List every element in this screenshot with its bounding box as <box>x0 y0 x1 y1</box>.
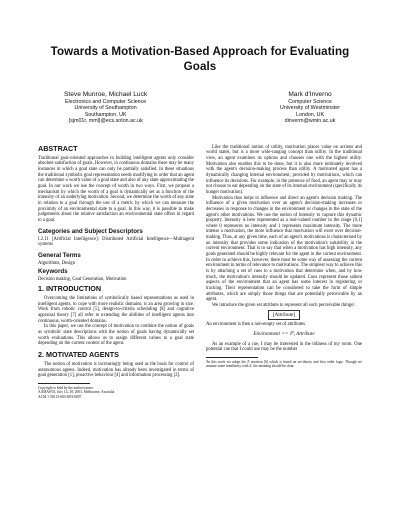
general-terms-heading: General Terms <box>38 251 81 259</box>
abstract-heading: ABSTRACT <box>38 143 78 153</box>
author-organization: University of Westminster <box>280 105 340 112</box>
footnote-rule <box>38 383 90 384</box>
two-column-body <box>38 145 362 399</box>
equation-attribute <box>206 313 362 319</box>
left-column <box>38 145 194 399</box>
paper-title <box>38 0 362 74</box>
author-name: Steve Munroe, Michael Luck <box>64 91 148 98</box>
footnote-rule <box>206 357 258 358</box>
author-email: {sjm01r, mml}@ecs.soton.ac.uk <box>68 118 143 125</box>
body-paragraph: An environment is then a non-empty set of attributes. <box>206 322 307 328</box>
author-email: dinverm@wmin.ac.uk <box>284 118 336 125</box>
copyright-footnote <box>38 386 194 399</box>
abstract-text: Traditional goal-oriented approaches to building intelligent agents only consider absolute satisfaction of goals. However, in continuous domains there may be many instances in which a goal state can only be partially satisfied. In these situations the traditional symbolic goal representation needs modifying in order that an agent can determine a worth value of a goal state and also of any state approximating the goal. In our work we use the concept of worth in two ways. First, we propose a mechanism by which the worth of a goal is dynamically set as a function of the intensity of an underlying motivation. Second, we determine the worth of any state in relation to a goal through the use of a metric by which we can measure the proximity of an environmental state to a goal. In this way, it is possible to make judgements about the relative satisfaction an environmental state offers in regard to a goal. <box>38 155 194 223</box>
introduction-paragraph: Overcoming the limitations of symbolically based representations as used in intelligent agents, to cope with more realistic domains, is an area growing in size. Work from robotic control [5], design-to-criteria scheduling [8] and cognitive appraisal theory [7] all refer to extending the abilities of intelligent agents into continuous, worth-oriented domains. <box>38 296 194 324</box>
right-column <box>206 145 362 399</box>
categories-heading: Categories and Subject Descriptors <box>38 227 143 235</box>
given-set-box: [Attribute] <box>268 310 300 320</box>
author-department: Electronics and Computer Science <box>64 99 147 105</box>
author-city: London, UK <box>296 111 325 118</box>
conference-line: AAMAS'03, July 14–18, 2003, Melbourne, Australia. <box>38 390 116 395</box>
body-paragraph: We introduce the given set attribute to represent all such perceivable things¹. <box>212 303 356 308</box>
author-department: Computer Science <box>288 99 332 105</box>
equation-environment: Environment == ℙ₁ Attribute <box>253 330 315 337</box>
motivated-agents-heading: 2. MOTIVATED AGENTS <box>38 350 119 360</box>
introduction-paragraph: In this paper, we use the concept of motivation to combine the notion of goals as symbolic state descriptions with the notion of goals having dynamically set worth evaluations. This allows us to assign different values to a goal state depending on the current context of the agent. <box>38 324 194 347</box>
paper-title-line-1: Towards a Motivation-Based Approach for Evaluating <box>50 45 350 58</box>
author-city: Southampton, UK <box>84 111 127 118</box>
author-organization: University of Southampton <box>74 105 137 112</box>
body-paragraph: As an example of a cue, I may be interested in the tidiness of my room. One potential cue that I could use may be the number <box>206 341 362 353</box>
paper-title-line-2: Goals <box>183 60 217 73</box>
introduction-heading: 1. INTRODUCTION <box>38 284 102 294</box>
body-paragraph: Motivation thus helps to influence and direct an agent's decision making. The influence of a given motivation over an agent's decision-making increases or decreases in response to changes in the environment or changes in the state of the agent's other motivations. We use the notion of intensity to capture this dynamic property. Intensity is here represented as a real-valued number in the range [0,1] where 0 represents no intensity and 1 represents maximum intensity. The more intense a motivation, the more influence that motivation will exert over decision-making. Thus, at any given time, each of an agent's motivations is characterised by an intensity that provides some indication of the motivation's suitability in the current environment. That is to say that when a motivation has high intensity, any goals generated should be highly relevant for the agent in the current environment. In order to achieve this, however, there must be some way of assessing the current environment in terms of relevance to motivations. The simplest way to achieve this is by attaching a set of cues to a motivation that determine when, and by how much, the motivation's intensity should be updated. Cues represent those salient aspects of the environment that an agent has some interest in registering or tracking. Their representation can be considered to take the form of simple attributes, which are simply those things that are potentially perceivable by an agent. <box>206 195 362 303</box>
keywords-text: Decision making, Goal Generation, Motivation <box>38 277 127 283</box>
categories-text: I.2.11 [Artificial Intelligence]: Distributed Artificial Intelligence—Multiagent systems <box>38 236 194 248</box>
z-notation-footnote: ¹In this work we adopt the Z notation [6] which is based on set-theory and first order logic. Though we assume some familiarity with Z, the meaning should be clear. <box>206 359 362 369</box>
keywords-heading: Keywords <box>38 268 68 276</box>
body-paragraph: Like the traditional notion of utility, motivation places value on actions and world states, but is a more wide-ranging concept than utility. In the traditional view, an agent examines its options and chooses one with the highest utility. Motivation also enables this to be done, but it is also more intimately involved with the agent's decision-making process than utility. A motivated agent has a dynamically changing internal environment, provided by motivations, which can influence its decisions. For example, in the presence of food, an agent may or may not choose to eat depending on the state of its internal environment (specifically its hunger motivation). <box>206 144 362 195</box>
author-block <box>38 91 362 125</box>
author-name: Mark d'Inverno <box>288 91 332 98</box>
acm-line: ACM 1-58113-683-8/03/0007. <box>38 394 83 399</box>
author-1 <box>64 91 147 125</box>
author-2 <box>280 91 340 125</box>
general-terms-text: Algorithms, Design <box>38 260 75 266</box>
motivated-agents-paragraph: The notion of motivation is increasingly being used as the basis for control of autonomous agents. Indeed, motivation has already been investigated in terms of goal generation [1], proactive behaviour [4] and information processing [2]. <box>38 362 194 379</box>
copyright-line: Copyright is held by the author/owner. <box>38 386 94 390</box>
